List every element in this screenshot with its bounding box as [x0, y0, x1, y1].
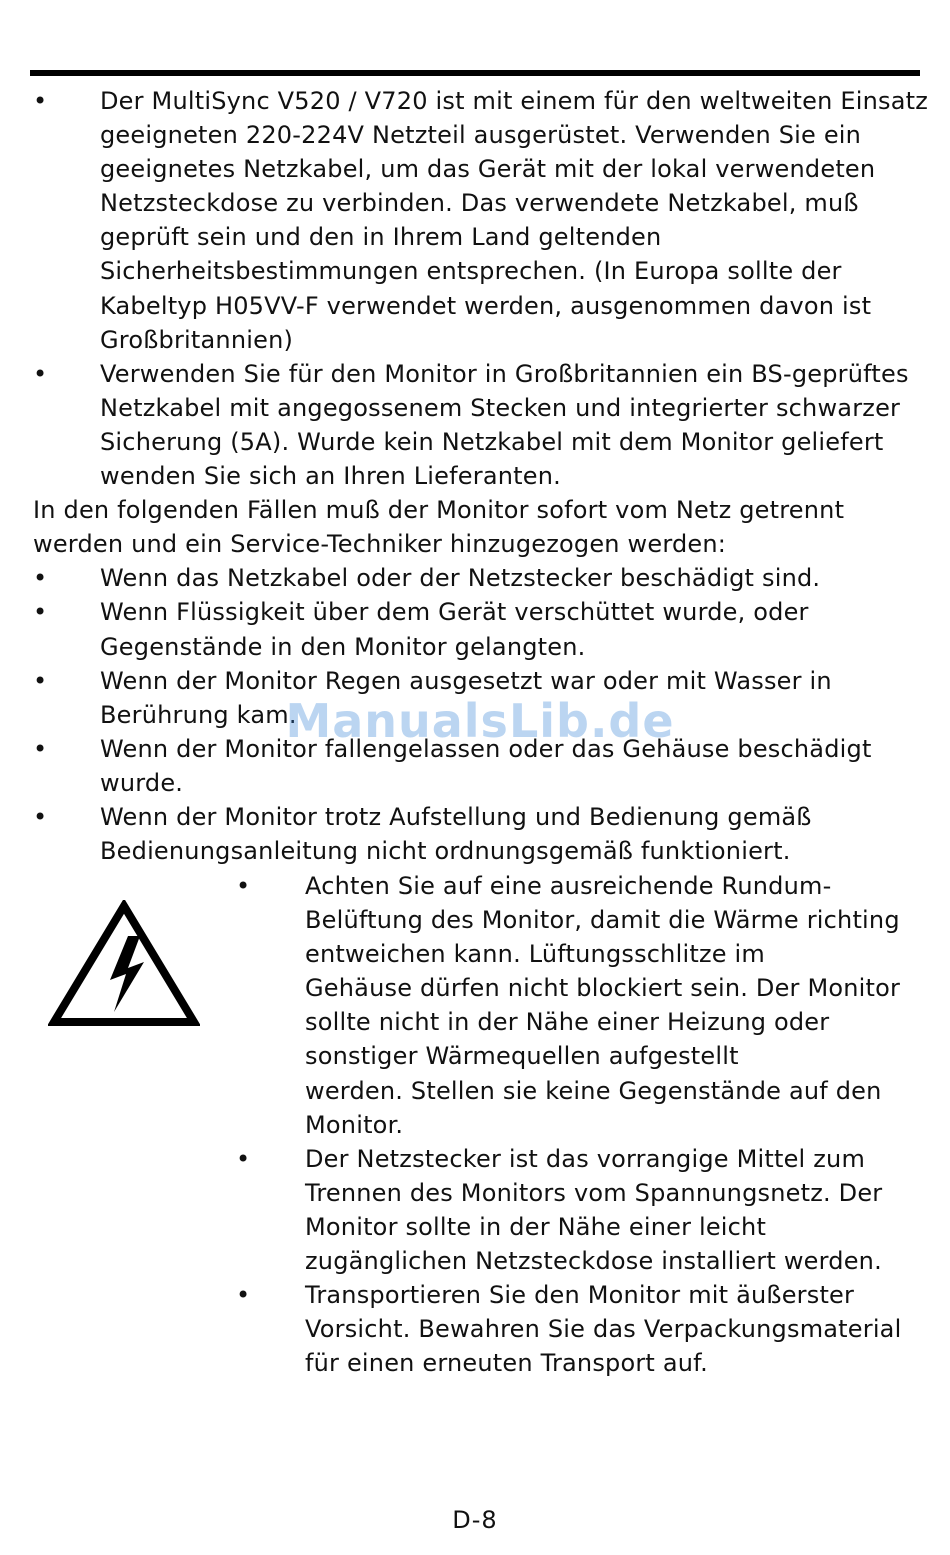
list-item-text: Verwenden Sie für den Monitor in Großbritannien ein BS-geprüftes Netzkabel mit angegossenem Stecken und integrierter schwarzer Sicherung (5A). Wurde kein Netzkabel mit dem Monitor geliefert wenden Sie sich an Ihren Lieferanten. — [100, 359, 909, 491]
list-item — [0, 595, 950, 663]
list-item-text: Wenn der Monitor fallengelassen oder das Gehäuse beschädigt wurde. — [100, 734, 872, 797]
bullet-icon: • — [33, 666, 48, 695]
list-item — [0, 561, 950, 595]
bullet-icon: • — [33, 564, 48, 593]
list-item — [205, 869, 950, 1142]
bullet-icon: • — [236, 1281, 251, 1310]
list-item — [205, 1142, 950, 1278]
list-item-text: Wenn das Netzkabel oder der Netzstecker beschädigt sind. — [100, 564, 821, 593]
list-item — [205, 1278, 950, 1380]
list-item-text: Der MultiSync V520 / V720 ist mit einem für den weltweiten Einsatz geeigneten 220-224V Netzteil ausgerüstet. Verwenden Sie ein geeignetes Netzkabel, um das Gerät mit der lokal verwendeten Netzsteckdose zu verbinden. Das verwendete Netzkabel, muß geprüft sein und den in Ihrem Land geltenden Sicherheitsbestimmungen entsprechen. (In Europa sollte der Kabeltyp H05VV-F verwendet werden, ausgenommen davon ist Großbritannien) — [100, 87, 929, 354]
bullet-icon: • — [33, 87, 48, 115]
list-item-text: Transportieren Sie den Monitor mit äußerster Vorsicht. Bewahren Sie das Verpackungsmaterial für einen erneuten Transport auf. — [305, 1281, 902, 1378]
bullet-icon: • — [236, 1144, 251, 1173]
watermark: ManualsLib.de — [285, 694, 675, 748]
high-voltage-warning-icon — [48, 900, 200, 1030]
bullet-icon: • — [33, 734, 48, 763]
page-number: D-8 — [452, 1506, 498, 1534]
main-text-block — [0, 84, 950, 868]
list-item-text: Achten Sie auf eine ausreichende Rundum- Belüftung des Monitor, damit die Wärme richting entweichen kann. Lüftungsschlitze im Gehäuse dürfen nicht blockiert sein. Der Monitor sollte nicht in der Nähe einer Heizung oder sonstiger Wärmequellen aufgestellt werden. Stellen sie keine Gegenstände auf den Monitor. — [305, 872, 901, 1139]
bullet-icon: • — [33, 802, 48, 831]
list-item — [0, 800, 950, 868]
list-item — [0, 357, 950, 493]
top-rule — [30, 70, 920, 76]
list-item — [0, 84, 950, 357]
bullet-icon: • — [236, 872, 251, 900]
bullet-icon: • — [33, 359, 48, 388]
list-item-text: Wenn der Monitor Regen ausgesetzt war oder mit Wasser in Berührung kam. — [100, 666, 832, 729]
ventilation-notes-block — [205, 869, 950, 1380]
list-item-text: Wenn der Monitor trotz Aufstellung und Bedienung gemäß Bedienungsanleitung nicht ordnungsgemäß funktioniert. — [100, 802, 812, 866]
list-item-text: Wenn Flüssigkeit über dem Gerät verschüttet wurde, oder Gegenstände in den Monitor gelangten. — [100, 598, 809, 661]
list-item-text: Der Netzstecker ist das vorrangige Mittel zum Trennen des Monitors vom Spannungsnetz. Der Monitor sollte in der Nähe einer leicht zugänglichen Netzsteckdose installiert werden. — [305, 1144, 883, 1276]
bullet-icon: • — [33, 598, 48, 627]
intro-paragraph: In den folgenden Fällen muß der Monitor sofort vom Netz getrennt werden und ein Service-Techniker hinzugezogen werden: — [33, 496, 845, 559]
